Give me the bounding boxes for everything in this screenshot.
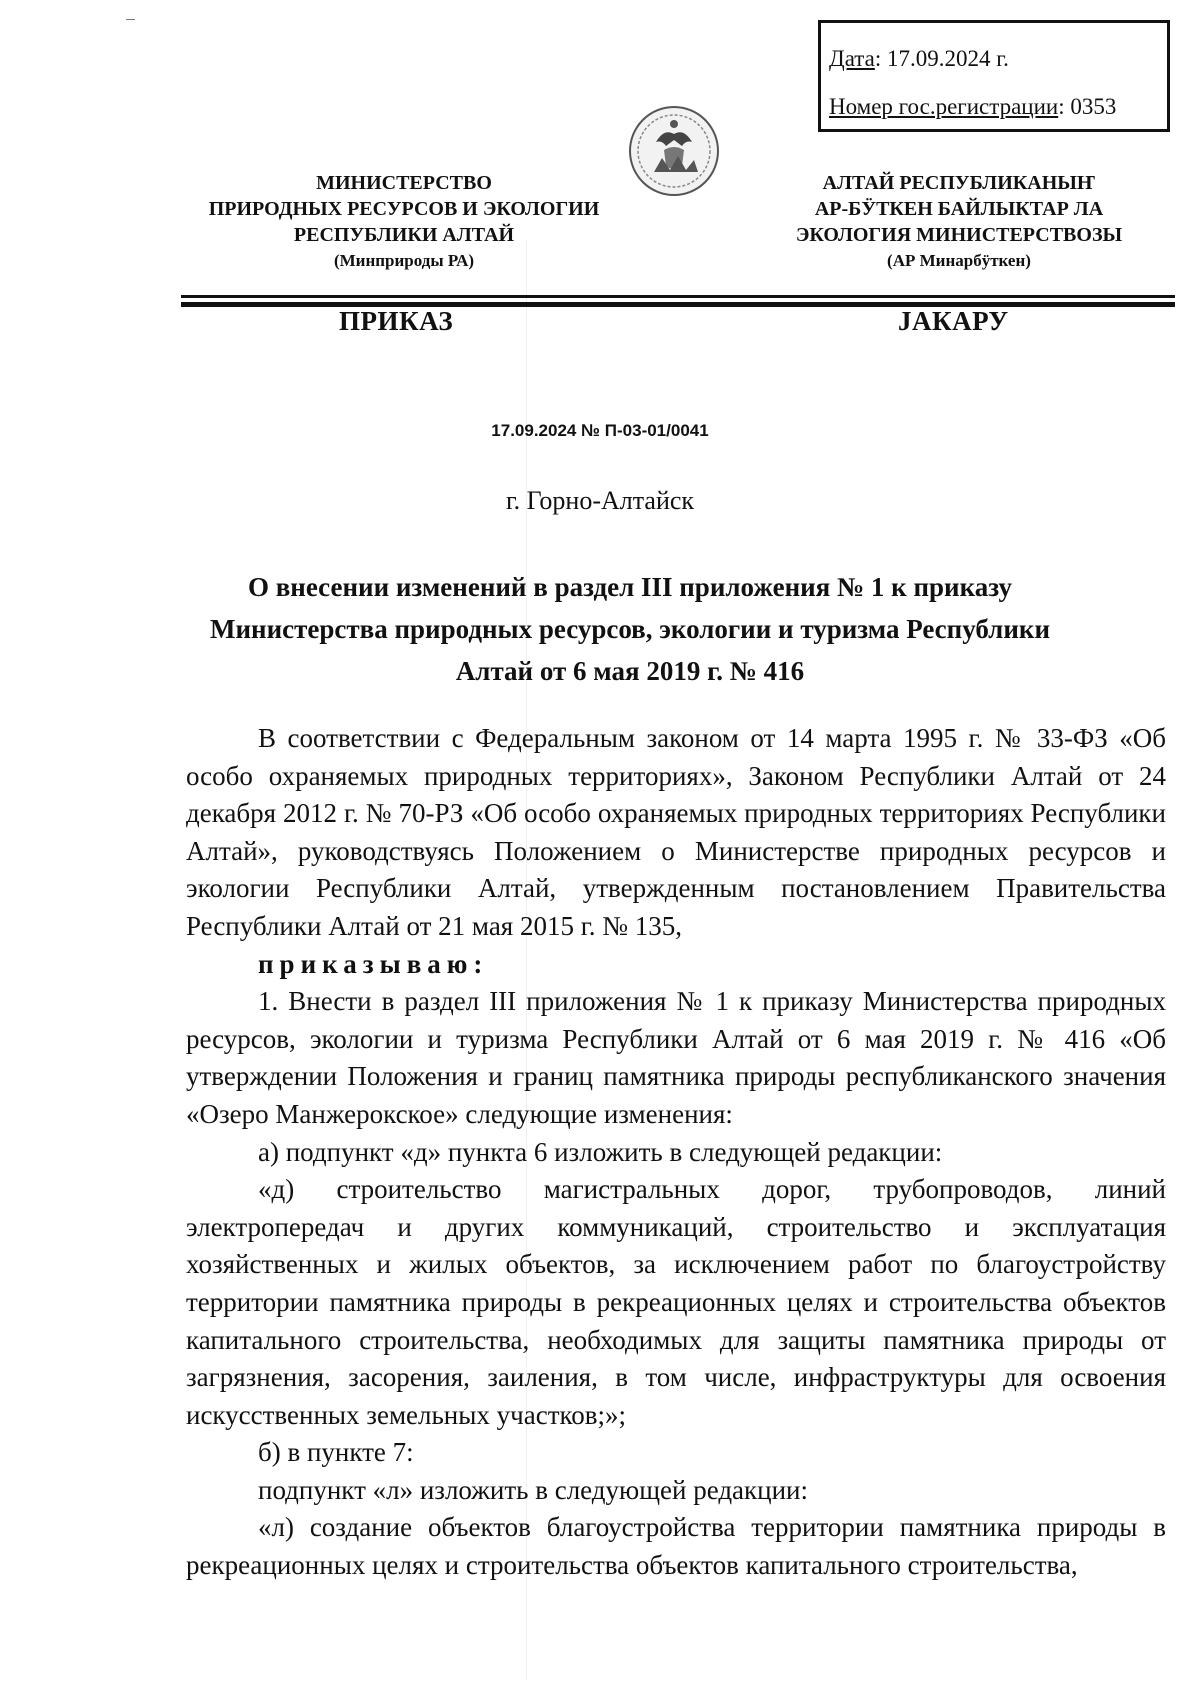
document-body (186, 720, 1166, 1585)
item-a-paragraph: а) подпункт «д» пункта 6 изложить в следующей редакции: (258, 1136, 943, 1167)
ministry-name-russian: МИНИСТЕРСТВО ПРИРОДНЫХ РЕСУРСОВ И ЭКОЛОГИИ РЕСПУБЛИКИ АЛТАЙ (Минприроды РА) (208, 172, 600, 270)
item-b-paragraph: б) в пункте 7: (258, 1437, 414, 1468)
item-1-paragraph: 1. Внести в раздел III приложения № 1 к приказу Министерства природных ресурсов, экологии и туризма Республики Алтай от 6 мая 2019 г. № 416 «Об утверждении Положения и границ памятника природы республиканского значения «Озеро Манжерокское» следующие изменения: (186, 986, 1166, 1129)
document-number: 17.09.2024 № П-03-01/0041 (491, 421, 709, 440)
document-type-russian: ПРИКАЗ (339, 306, 454, 336)
coat-of-arms-icon (626, 100, 722, 202)
preamble-paragraph: В соответствии с Федеральным законом от 14 марта 1995 г. № 33-ФЗ «Об особо охраняемых природных территориях», Законом Республики Алтай от 24 декабря 2012 г. № 70-РЗ «Об особо охраняемых природных территориях Республики Алтай», руководствуясь Положением о Министерстве природных ресурсов и экологии Республики Алтай, утвержденным постановлением Правительства Республики Алтай от 21 мая 2015 г. № 135, (186, 723, 1166, 941)
document-city: г. Горно-Алтайск (505, 486, 695, 515)
registration-number: Номер гос.регистрации: 0353 (829, 94, 1117, 119)
document-type-altai: JАКАРУ (898, 306, 1009, 336)
registration-stamp (818, 20, 1170, 132)
item-b-text-paragraph: «л) создание объектов благоустройства территории памятника природы в рекреационных целях и строительства объектов капитального строительства, (186, 1512, 1166, 1581)
header-divider (181, 295, 1175, 298)
ministry-name-altai: АЛТАЙ РЕСПУБЛИКАНЫҤ АР-БӰТКЕН БАЙЛЫКТАР ЛА ЭКОЛОГИЯ МИНИСТЕРСТВОЗЫ (АР Минарбӱткен) (795, 172, 1123, 270)
order-keyword: приказываю: (258, 948, 489, 979)
document-title: О внесении изменений в раздел III приложения № 1 к приказу Министерства природных ресурсов, экологии и туризма Республики Алтай от 6 мая 2019 г. № 416 (209, 572, 1051, 686)
scan-artifact (126, 19, 135, 20)
item-b-sub-paragraph: подпункт «л» изложить в следующей редакции: (258, 1474, 809, 1505)
registration-date: Дата: 17.09.2024 г. (829, 46, 1009, 71)
header-divider-thick (181, 302, 1175, 307)
item-a-text-paragraph: «д) строительство магистральных дорог, трубопроводов, линий электропередач и других коммуникаций, строительство и эксплуатация хозяйственных и жилых объектов, за исключением работ по благоустройству территории памятника природы в рекреационных целях и строительства объектов капитального строительства, необходимых для защиты памятника природы от загрязнения, засорения, заиления, в том числе, инфраструктуры для освоения искусственных земельных участков;»; (186, 1174, 1166, 1430)
